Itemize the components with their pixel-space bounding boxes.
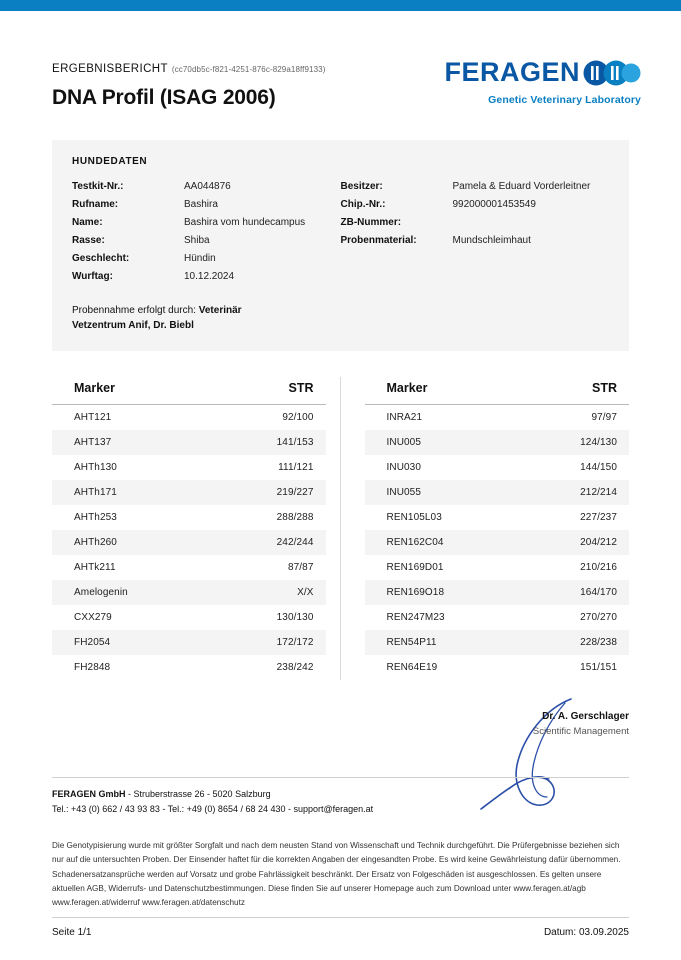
data-row — [72, 271, 341, 282]
data-row — [72, 181, 341, 192]
table-row — [52, 480, 326, 505]
table-row — [365, 505, 630, 530]
company-address-line — [52, 787, 373, 802]
column-header-str: STR — [592, 381, 617, 395]
signatory-role: Scientific Management — [532, 726, 629, 737]
field-label: Probenmaterial: — [340, 235, 417, 246]
marker-str: 228/238 — [580, 637, 617, 648]
marker-name: INU005 — [386, 437, 422, 448]
dna-logo-icon — [583, 59, 641, 87]
data-row — [341, 199, 610, 210]
legal-disclaimer: Die Genotypisierung wurde mit größter Sorgfalt und nach dem neusten Stand von Wissenschaft und Technik durchgeführt. Die Prüfergebnisse beziehen sich nur auf die untersuchten Proben. Der Einsender haftet für die korrekten Angaben der eingesandten Probe. Es wird keine Gewährleistung dafür übernommen. Schadenersatzansprüche werden auf Vorsatz und grobe Fahrlässigkeit beschränkt. Der Ersatz von Folgeschäden ist ausgeschlossen. Es gelten unsere aktuellen AGB, Widerrufs- und Datenschutzbestimmungen. Diese finden Sie auf unserer Homepage auch zum Download unter www.feragen.at/agb www.feragen.at/widerruf www.feragen.at/datenschutz — [52, 841, 621, 908]
marker-str: 270/270 — [580, 612, 617, 623]
dog-data-title: HUNDEDATEN — [72, 156, 148, 167]
table-row — [52, 655, 326, 680]
field-label: ZB-Nummer: — [340, 217, 402, 228]
marker-name: AHTh171 — [74, 487, 117, 498]
data-row — [72, 253, 341, 264]
marker-str: 151/151 — [580, 662, 617, 673]
table-row — [365, 655, 630, 680]
dog-data-panel — [52, 140, 629, 351]
report-kicker-line — [52, 59, 325, 77]
marker-str: 212/214 — [580, 487, 617, 498]
marker-name: AHTk211 — [74, 562, 116, 573]
marker-name: CXX279 — [74, 612, 112, 623]
sampling-role: Veterinär — [198, 305, 242, 316]
top-accent-bar — [0, 0, 681, 11]
table-row — [52, 430, 326, 455]
table-row — [365, 630, 630, 655]
field-label: Geschlecht: — [72, 253, 130, 264]
table-header-row — [365, 377, 630, 405]
marker-str: 144/150 — [580, 462, 617, 473]
report-header — [0, 11, 681, 110]
marker-str: 219/227 — [276, 487, 314, 498]
company-name: FERAGEN GmbH — [52, 789, 126, 799]
marker-name: AHTh253 — [74, 512, 117, 523]
marker-name: REN64E19 — [386, 662, 438, 673]
marker-name: REN54P11 — [386, 637, 437, 648]
field-value: Mundschleimhaut — [452, 235, 531, 246]
marker-name: AHTh130 — [74, 462, 117, 473]
column-header-marker: Marker — [386, 381, 428, 395]
field-label: Rufname: — [72, 199, 119, 210]
marker-name: AHTh260 — [74, 537, 117, 548]
field-label: Rasse: — [72, 235, 105, 246]
marker-str: X/X — [297, 587, 314, 598]
marker-str: 242/244 — [276, 537, 314, 548]
signature-block — [419, 711, 629, 737]
field-label: Name: — [72, 217, 103, 228]
table-row — [52, 630, 326, 655]
report-date: Datum: 03.09.2025 — [543, 927, 629, 938]
marker-str: 97/97 — [591, 412, 617, 423]
data-row — [341, 235, 610, 246]
table-row — [52, 555, 326, 580]
sampling-line — [72, 303, 609, 318]
field-label: Wurftag: — [72, 271, 113, 282]
table-row — [52, 605, 326, 630]
table-row — [365, 530, 630, 555]
table-row — [365, 580, 630, 605]
column-header-str: STR — [288, 381, 314, 395]
data-row — [341, 217, 610, 228]
sampling-clinic: Vetzentrum Anif, Dr. Biebl — [72, 320, 194, 331]
marker-str: 92/100 — [282, 412, 314, 423]
field-value: 992000001453549 — [452, 199, 536, 210]
field-label: Besitzer: — [340, 181, 383, 192]
dog-data-left-column — [72, 181, 341, 289]
marker-str: 172/172 — [276, 637, 314, 648]
marker-str: 111/121 — [278, 462, 314, 473]
marker-table-right — [341, 377, 630, 680]
logo — [444, 57, 641, 88]
sampling-prefix: Probennahme erfolgt durch: — [72, 305, 199, 316]
field-value: Pamela & Eduard Vorderleitner — [452, 181, 591, 192]
signatory-name: Dr. A. Gerschlager — [542, 711, 629, 722]
report-content — [0, 11, 681, 938]
table-row — [52, 580, 326, 605]
table-row — [365, 555, 630, 580]
marker-str: 210/216 — [580, 562, 617, 573]
data-row — [72, 199, 341, 210]
dog-data-right-column — [341, 181, 610, 289]
marker-name: REN169O18 — [386, 587, 445, 598]
header-right — [444, 55, 641, 106]
marker-name: FH2848 — [74, 662, 111, 673]
marker-name: AHT121 — [74, 412, 112, 423]
report-kicker: ERGEBNISBERICHT — [52, 63, 168, 75]
field-value: Bashira vom hundecampus — [184, 217, 306, 228]
bottom-divider — [52, 917, 629, 918]
table-row — [365, 605, 630, 630]
table-row — [52, 455, 326, 480]
column-header-marker: Marker — [74, 381, 115, 395]
marker-table — [52, 377, 629, 680]
header-left — [52, 55, 325, 110]
field-value: Shiba — [184, 235, 210, 246]
marker-name: Amelogenin — [74, 587, 128, 598]
field-label: Chip.-Nr.: — [340, 199, 386, 210]
marker-str: 141/153 — [276, 437, 314, 448]
data-row — [341, 181, 610, 192]
sampling-info — [72, 303, 609, 333]
field-value: 10.12.2024 — [184, 271, 235, 282]
marker-str: 124/130 — [580, 437, 617, 448]
marker-str: 204/212 — [580, 537, 617, 548]
data-row — [72, 217, 341, 228]
field-value: Hündin — [184, 253, 216, 264]
marker-str: 238/242 — [276, 662, 314, 673]
table-header-row — [52, 377, 326, 405]
footer-divider — [52, 777, 629, 778]
field-label: Testkit-Nr.: — [72, 181, 124, 192]
page-footer-bar — [52, 927, 629, 938]
field-value: Bashira — [184, 199, 218, 210]
report-id: (cc70db5c-f821-4251-876c-829a18ff9133) — [171, 65, 326, 74]
marker-name: INRA21 — [386, 412, 423, 423]
table-row — [52, 530, 326, 555]
marker-name: INU055 — [386, 487, 422, 498]
table-row — [52, 505, 326, 530]
marker-name: REN105L03 — [386, 512, 442, 523]
marker-str: 130/130 — [276, 612, 314, 623]
marker-str: 288/288 — [276, 512, 314, 523]
company-address: - Struberstrasse 26 - 5020 Salzburg — [125, 789, 271, 799]
company-info — [52, 787, 373, 817]
marker-name: AHT137 — [74, 437, 112, 448]
table-row — [365, 455, 630, 480]
table-row — [365, 405, 630, 430]
marker-str: 227/237 — [580, 512, 617, 523]
data-row — [72, 235, 341, 246]
dog-data-grid — [72, 181, 609, 289]
logo-tagline: Genetic Veterinary Laboratory — [488, 94, 641, 106]
marker-name: REN162C04 — [386, 537, 444, 548]
marker-name: REN247M23 — [386, 612, 445, 623]
marker-table-left — [52, 377, 341, 680]
page-title: DNA Profil (ISAG 2006) — [52, 86, 276, 109]
logo-wordmark: FERAGEN — [444, 57, 580, 87]
field-value: AA044876 — [184, 181, 231, 192]
page-number: Seite 1/1 — [52, 927, 92, 938]
marker-str: 87/87 — [287, 562, 314, 573]
marker-str: 164/170 — [580, 587, 617, 598]
table-row — [52, 405, 326, 430]
table-row — [365, 480, 630, 505]
marker-name: REN169D01 — [386, 562, 444, 573]
marker-name: INU030 — [386, 462, 422, 473]
marker-name: FH2054 — [74, 637, 111, 648]
company-contact: Tel.: +43 (0) 662 / 43 93 83 - Tel.: +49 (0) 8654 / 68 24 430 - support@feragen.at — [52, 803, 374, 814]
table-row — [365, 430, 630, 455]
